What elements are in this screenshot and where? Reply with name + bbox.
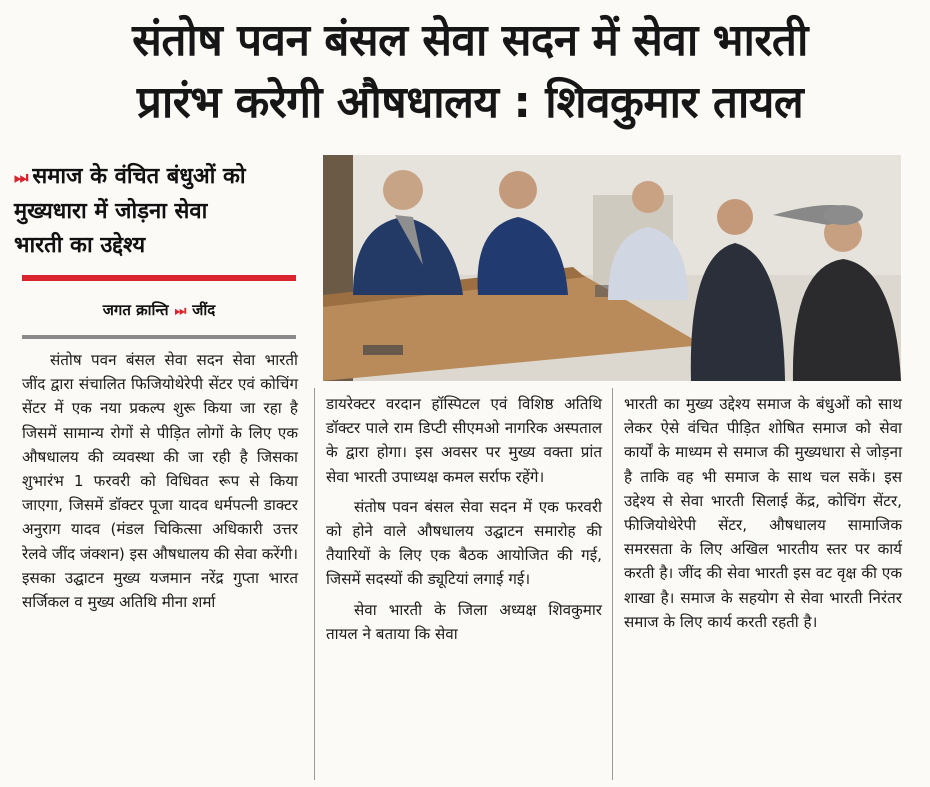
column-divider-2 — [612, 388, 613, 780]
paragraph: सेवा भारती के जिला अध्यक्ष शिवकुमार तायल ने बताया कि सेवा — [326, 600, 602, 643]
gray-divider — [22, 335, 296, 339]
paragraph: भारती का मुख्य उद्देश्य समाज के बंधुओं को साथ लेकर ऐसे वंचित पीड़ित शोषित समाज को सेवा कार्यों के माध्यम से समाज की मुख्यधारा से जोड़ना है ताकि वह भी समाज के साथ चल सकें। इस उद्देश्य से सेवा भारती सिलाई केंद्र, कोचिंग सेंटर, फीजियोथेरेपी सेंटर, औषधालय सामाजिक समरसता के लिए अखिल भारतीय स्तर पर कार्य करती है। जींद की सेवा भारती इस वट वृक्ष की एक शाखा है। समाज के सहयोग से सेवा भारती निरंतर समाज के लिए कार्य करती रहती है। — [624, 395, 902, 631]
paragraph: संतोष पवन बंसल सेवा सदन में एक फरवरी को होने वाले औषधालय उद्घाटन समारोह की तैयारियों के लिए एक बैठक आयोजित की गई, जिसमें सदस्यों की ड्यूटियां लगाई गई। — [326, 497, 602, 589]
headline-line-1: संतोष पवन बंसल सेवा सदन में सेवा भारती — [132, 15, 808, 66]
subheadline — [14, 160, 298, 263]
article-column-3 — [624, 392, 902, 634]
meeting-photo-illustration — [323, 155, 901, 381]
news-photo — [323, 155, 901, 381]
headline-line-2: प्रारंभ करेगी औषधालय : शिवकुमार तायल — [136, 77, 804, 128]
byline — [22, 300, 296, 320]
article-column-1 — [22, 348, 298, 614]
headline — [20, 10, 920, 134]
paragraph: संतोष पवन बंसल सेवा सदन सेवा भारती जींद द्वारा संचालित फिजियोथेरेपी सेंटर एवं कोचिंग सेंटर में एक नया प्रकल्प शुरू किया जा रहा है जिसमें सामान्य रोगों से पीड़ित लोगों के लिए एक औषधालय की व्यवस्था की जा रही है जिसका शुभारंभ 1 फरवरी को विधिवत रूप से किया जाएगा, जिसमें डॉक्टर पूजा यादव धर्मपत्नी डाक्टर अनुराग यादव (मंडल चिकित्सा अधिकारी उत्तर रेलवे जींद जंक्शन) इस औषधालय की सेवा करेंगी। इसका उद्घाटन मुख्य यजमान नरेंद्र गुप्ता भारत सर्जिकल व मुख्य अतिथि मीना शर्मा — [22, 351, 298, 612]
paragraph: डायरेक्टर वरदान हॉस्पिटल एवं विशिष्ठ अतिथि डॉक्टर पाले राम डिप्टी सीएमओ नागरिक अस्पताल के द्वारा होगा। इस अवसर पर मुख्य वक्ता प्रांत सेवा भारती उपाध्यक्ष कमल सर्राफ रहेंगे। — [326, 395, 602, 486]
red-divider — [22, 275, 296, 281]
fast-forward-icon: ⏭ — [14, 168, 29, 187]
column-divider-1 — [314, 388, 315, 780]
subheadline-line-3: भारती का उद्देश्य — [14, 233, 146, 258]
article-column-2 — [326, 392, 602, 646]
subheadline-line-2: मुख्यधारा में जोड़ना सेवा — [14, 199, 208, 224]
byline-place: जींद — [192, 301, 216, 319]
fast-forward-icon: ⏭ — [174, 304, 187, 319]
subheadline-line-1: समाज के वंचित बंधुओं को — [32, 164, 246, 189]
byline-source: जगत क्रान्ति — [102, 301, 169, 319]
